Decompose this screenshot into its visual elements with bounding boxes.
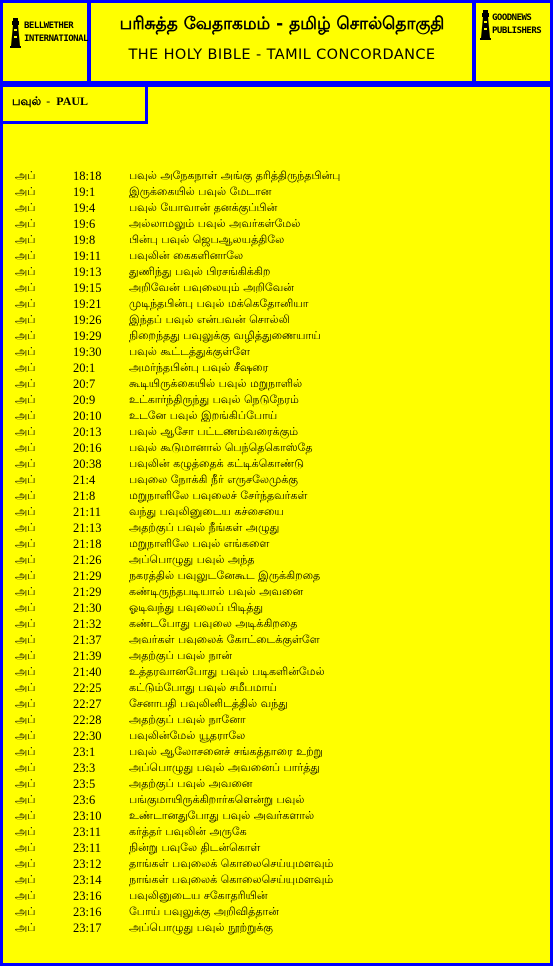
entry-reference: 20:13 [73, 425, 102, 439]
page-title-tamil: பரிசுத்த வேதாகமம் - தமிழ் சொல்தொகுதி [119, 14, 445, 34]
list-item [0, 760, 553, 776]
list-item [0, 440, 553, 456]
list-item [0, 712, 553, 728]
entry-text: பவுல் ஆசோ பட்டணம்வரைக்கும் [129, 425, 299, 438]
list-item [0, 472, 553, 488]
entry-book: அப் [15, 697, 36, 710]
entry-text: தாங்கள் பவுலைக் கொலைசெய்யுமளவும் [129, 857, 334, 870]
list-item [0, 408, 553, 424]
entry-text: பவுலை நோக்கி நீர் எருசலேமுக்கு [129, 473, 298, 486]
entry-reference: 20:7 [73, 377, 96, 391]
entry-text: பின்பு பவுல் ஜெபஆலயத்திலே [129, 233, 285, 246]
page-title-english: THE HOLY BIBLE - TAMIL CONCORDANCE [128, 47, 436, 63]
entry-text: அறிவேன் பவுலையும் அறிவேன் [129, 281, 294, 294]
list-item [0, 600, 553, 616]
entry-book: அப் [15, 873, 36, 886]
entry-book: அப் [15, 377, 36, 390]
list-item [0, 680, 553, 696]
entry-book: அப் [15, 201, 36, 214]
entry-book: அப் [15, 649, 36, 662]
list-item [0, 216, 553, 232]
goodnews-logo-line1: GOODNEWS [492, 13, 532, 23]
entry-book: அப் [15, 809, 36, 822]
list-item [0, 824, 553, 840]
entry-book: அப் [15, 505, 36, 518]
entry-book: அப் [15, 489, 36, 502]
entry-book: அப் [15, 249, 36, 262]
entry-book: அப் [15, 329, 36, 342]
entry-text: மறுநாளிலே பவுலைச் சேர்ந்தவர்கள் [129, 489, 308, 502]
entry-reference: 23:16 [73, 905, 102, 919]
entry-reference: 21:30 [73, 601, 102, 615]
entry-book: அப் [15, 825, 36, 838]
entry-text: மறுநாளிலே பவுல் எங்களை [129, 537, 270, 550]
list-item [0, 424, 553, 440]
entry-book: அப் [15, 681, 36, 694]
entry-text: அல்லாமலும் பவுல் அவர்கள்மேல் [129, 217, 301, 230]
list-item [0, 232, 553, 248]
list-item [0, 632, 553, 648]
keyword-english: PAUL [56, 94, 89, 108]
list-item [0, 456, 553, 472]
entry-reference: 23:11 [73, 841, 102, 855]
entry-reference: 21:26 [73, 553, 102, 567]
list-item [0, 552, 553, 568]
entry-reference: 19:6 [73, 217, 96, 231]
entry-text: நாங்கள் பவுலைக் கொலைசெய்யுமளவும் [129, 873, 334, 886]
entry-reference: 19:1 [73, 185, 96, 199]
entry-reference: 19:30 [73, 345, 102, 359]
entry-book: அப் [15, 553, 36, 566]
entry-text: நின்று பவுலே திடன்கொள் [129, 841, 261, 854]
entry-reference: 19:26 [73, 313, 102, 327]
entry-text: ஓடிவந்து பவுலைப் பிடித்து [129, 601, 264, 614]
entry-text: கர்த்தர் பவுலின் அருகே [129, 825, 247, 838]
entry-reference: 21:13 [73, 521, 102, 535]
entry-text: பவுலினுடைய சகோதரியின் [129, 889, 268, 902]
entry-reference: 23:1 [73, 745, 96, 759]
entry-reference: 20:16 [73, 441, 102, 455]
list-item [0, 392, 553, 408]
entry-text: அப்பொழுது பவுல் அவனைப் பார்த்து [129, 761, 320, 774]
entry-reference: 22:28 [73, 713, 102, 727]
entry-text: கண்டபோது பவுலை அடிக்கிறதை [129, 617, 298, 630]
concordance-list [0, 168, 553, 936]
entry-reference: 23:14 [73, 873, 102, 887]
entry-reference: 21:40 [73, 665, 102, 679]
entry-book: அப் [15, 297, 36, 310]
list-item [0, 840, 553, 856]
entry-book: அப் [15, 425, 36, 438]
entry-book: அப் [15, 441, 36, 454]
keyword-tamil: பவுல் [12, 94, 42, 108]
entry-book: அப் [15, 169, 36, 182]
entry-reference: 19:15 [73, 281, 102, 295]
title-panel [88, 0, 475, 84]
list-item [0, 504, 553, 520]
entry-text: வந்து பவுலினுடைய கச்சையை [129, 505, 284, 518]
list-item [0, 584, 553, 600]
entry-book: அப் [15, 761, 36, 774]
entry-text: அமர்ந்தபின்பு பவுல் சீஷரை [129, 361, 269, 374]
list-item [0, 744, 553, 760]
entry-book: அப் [15, 313, 36, 326]
entry-text: பவுல் கூட்டத்துக்குள்ளே [129, 345, 250, 358]
entry-reference: 23:11 [73, 825, 102, 839]
entry-book: அப் [15, 185, 36, 198]
list-item [0, 328, 553, 344]
entry-text: அப்பொழுது பவுல் நூற்றுக்கு [129, 921, 274, 934]
list-item [0, 808, 553, 824]
entry-reference: 22:30 [73, 729, 102, 743]
entry-text: பவுல் கூடுமானால் பெந்தெகொஸ்தே [129, 441, 313, 454]
entry-text: போய் பவுலுக்கு அறிவித்தான் [129, 905, 279, 918]
entry-text: பவுல் அநேகநாள் அங்கு தரித்திருந்தபின்பு [129, 169, 341, 182]
goodnews-logo [480, 10, 541, 40]
list-item [0, 184, 553, 200]
entry-reference: 21:11 [73, 505, 102, 519]
entry-text: உட்கார்ந்திருந்து பவுல் நெடுநேரம் [129, 393, 299, 406]
list-item [0, 856, 553, 872]
entry-book: அப் [15, 713, 36, 726]
entry-reference: 19:13 [73, 265, 102, 279]
list-item [0, 728, 553, 744]
keyword-separator: - [46, 94, 51, 108]
entry-book: அப் [15, 457, 36, 470]
list-item [0, 664, 553, 680]
bellwether-logo [10, 18, 88, 48]
list-item [0, 296, 553, 312]
list-item [0, 792, 553, 808]
entry-text: பங்குமாயிருக்கிறார்களென்று பவுல் [129, 793, 305, 806]
entry-book: அப் [15, 537, 36, 550]
entry-text: பவுல் யோவான் தனக்குப்பின் [129, 201, 278, 214]
entry-reference: 19:21 [73, 297, 102, 311]
list-item [0, 312, 553, 328]
entry-text: இருக்கையில் பவுல் மேடான [129, 185, 272, 198]
list-item [0, 696, 553, 712]
entry-reference: 19:29 [73, 329, 102, 343]
keyword-heading [12, 94, 88, 110]
entry-book: அப் [15, 601, 36, 614]
list-item [0, 248, 553, 264]
entry-text: உடனே பவுல் இறங்கிப்போய் [129, 409, 278, 422]
entry-reference: 23:3 [73, 761, 96, 775]
entry-book: அப் [15, 777, 36, 790]
list-item [0, 488, 553, 504]
entry-text: பவுல் ஆலோசனைச் சங்கத்தாரை உற்று [129, 745, 323, 758]
entry-reference: 23:16 [73, 889, 102, 903]
list-item [0, 568, 553, 584]
goodnews-logo-line2: PUBLISHERS [492, 26, 542, 36]
entry-text: சேனாபதி பவுலினிடத்தில் வந்து [129, 697, 288, 710]
entry-text: அப்பொழுது பவுல் அந்த [129, 553, 255, 566]
list-item [0, 168, 553, 184]
entry-reference: 19:4 [73, 201, 96, 215]
entry-text: உத்தரவானபோது பவுல் படிகளின்மேல் [129, 665, 325, 678]
bellwether-logo-line1: BELLWETHER [24, 21, 74, 31]
entry-book: அப் [15, 361, 36, 374]
entry-reference: 20:9 [73, 393, 96, 407]
entry-reference: 20:1 [73, 361, 96, 375]
entry-book: அப் [15, 841, 36, 854]
entry-book: அப் [15, 729, 36, 742]
entry-reference: 23:17 [73, 921, 102, 935]
entry-reference: 21:32 [73, 617, 102, 631]
entry-book: அப் [15, 617, 36, 630]
entry-text: அதற்குப் பவுல் நானோ [129, 713, 246, 726]
list-item [0, 648, 553, 664]
entry-text: அதற்குப் பவுல் நீங்கள் அழுது [129, 521, 280, 534]
entry-reference: 23:5 [73, 777, 96, 791]
entry-book: அப் [15, 473, 36, 486]
entry-reference: 21:4 [73, 473, 96, 487]
entry-book: அப் [15, 745, 36, 758]
entry-reference: 21:37 [73, 633, 102, 647]
entry-text: அதற்குப் பவுல் நான் [129, 649, 233, 662]
entry-text: துணிந்து பவுல் பிரசங்கிக்கிற [129, 265, 271, 278]
entry-book: அப் [15, 585, 36, 598]
list-item [0, 280, 553, 296]
entry-book: அப் [15, 233, 36, 246]
entry-reference: 20:10 [73, 409, 102, 423]
entry-book: அப் [15, 921, 36, 934]
list-item [0, 888, 553, 904]
entry-book: அப் [15, 665, 36, 678]
entry-book: அப் [15, 857, 36, 870]
entry-book: அப் [15, 793, 36, 806]
entry-reference: 21:18 [73, 537, 102, 551]
entry-text: நகரத்தில் பவுலுடனேகூட இருக்கிறதை [129, 569, 321, 582]
entry-book: அப் [15, 281, 36, 294]
lighthouse-icon [10, 18, 21, 48]
list-item [0, 920, 553, 936]
list-item [0, 344, 553, 360]
entry-reference: 21:39 [73, 649, 102, 663]
list-item [0, 200, 553, 216]
entry-text: பவுலின் கைகளினாலே [129, 249, 244, 262]
entry-book: அப் [15, 393, 36, 406]
entry-reference: 22:25 [73, 681, 102, 695]
entry-book: அப் [15, 569, 36, 582]
list-item [0, 536, 553, 552]
entry-book: அப் [15, 521, 36, 534]
entry-reference: 23:12 [73, 857, 102, 871]
entry-reference: 18:18 [73, 169, 102, 183]
entry-reference: 22:27 [73, 697, 102, 711]
list-item [0, 776, 553, 792]
entry-book: அப் [15, 905, 36, 918]
entry-book: அப் [15, 345, 36, 358]
entry-text: அதற்குப் பவுல் அவனை [129, 777, 253, 790]
entry-reference: 19:8 [73, 233, 96, 247]
entry-reference: 21:29 [73, 585, 102, 599]
entry-text: கட்டும்போது பவுல் சமீபமாய் [129, 681, 277, 694]
list-item [0, 872, 553, 888]
entry-text: கூடியிருக்கையில் பவுல் மறுநாளில் [129, 377, 303, 390]
entry-reference: 23:6 [73, 793, 96, 807]
entry-reference: 21:29 [73, 569, 102, 583]
entry-book: அப் [15, 409, 36, 422]
bellwether-logo-line2: INTERNATIONAL [24, 34, 88, 44]
entry-reference: 20:38 [73, 457, 102, 471]
entry-book: அப் [15, 889, 36, 902]
list-item [0, 264, 553, 280]
entry-text: கண்டிருந்தபடியால் பவுல் அவனை [129, 585, 304, 598]
entry-reference: 21:8 [73, 489, 96, 503]
lighthouse-icon [480, 10, 491, 40]
entry-text: பவுலின்மேல் யூதராலே [129, 729, 246, 742]
entry-book: அப் [15, 217, 36, 230]
entry-reference: 19:11 [73, 249, 102, 263]
list-item [0, 360, 553, 376]
list-item [0, 904, 553, 920]
entry-text: இந்தப் பவுல் என்பவன் சொல்லி [129, 313, 290, 326]
list-item [0, 376, 553, 392]
entry-text: அவர்கள் பவுலைக் கோட்டைக்குள்ளே [129, 633, 320, 646]
entry-book: அப் [15, 265, 36, 278]
entry-text: உண்டானதுபோது பவுல் அவர்களால் [129, 809, 315, 822]
entry-text: பவுலின் கழுத்தைக் கட்டிக்கொண்டு [129, 457, 304, 470]
list-item [0, 520, 553, 536]
list-item [0, 616, 553, 632]
entry-text: முடிந்தபின்பு பவுல் மக்கெதோனியா [129, 297, 309, 310]
entry-text: நிறைந்தது பவுலுக்கு வழித்துணையாய் [129, 329, 321, 342]
entry-reference: 23:10 [73, 809, 102, 823]
entry-book: அப் [15, 633, 36, 646]
